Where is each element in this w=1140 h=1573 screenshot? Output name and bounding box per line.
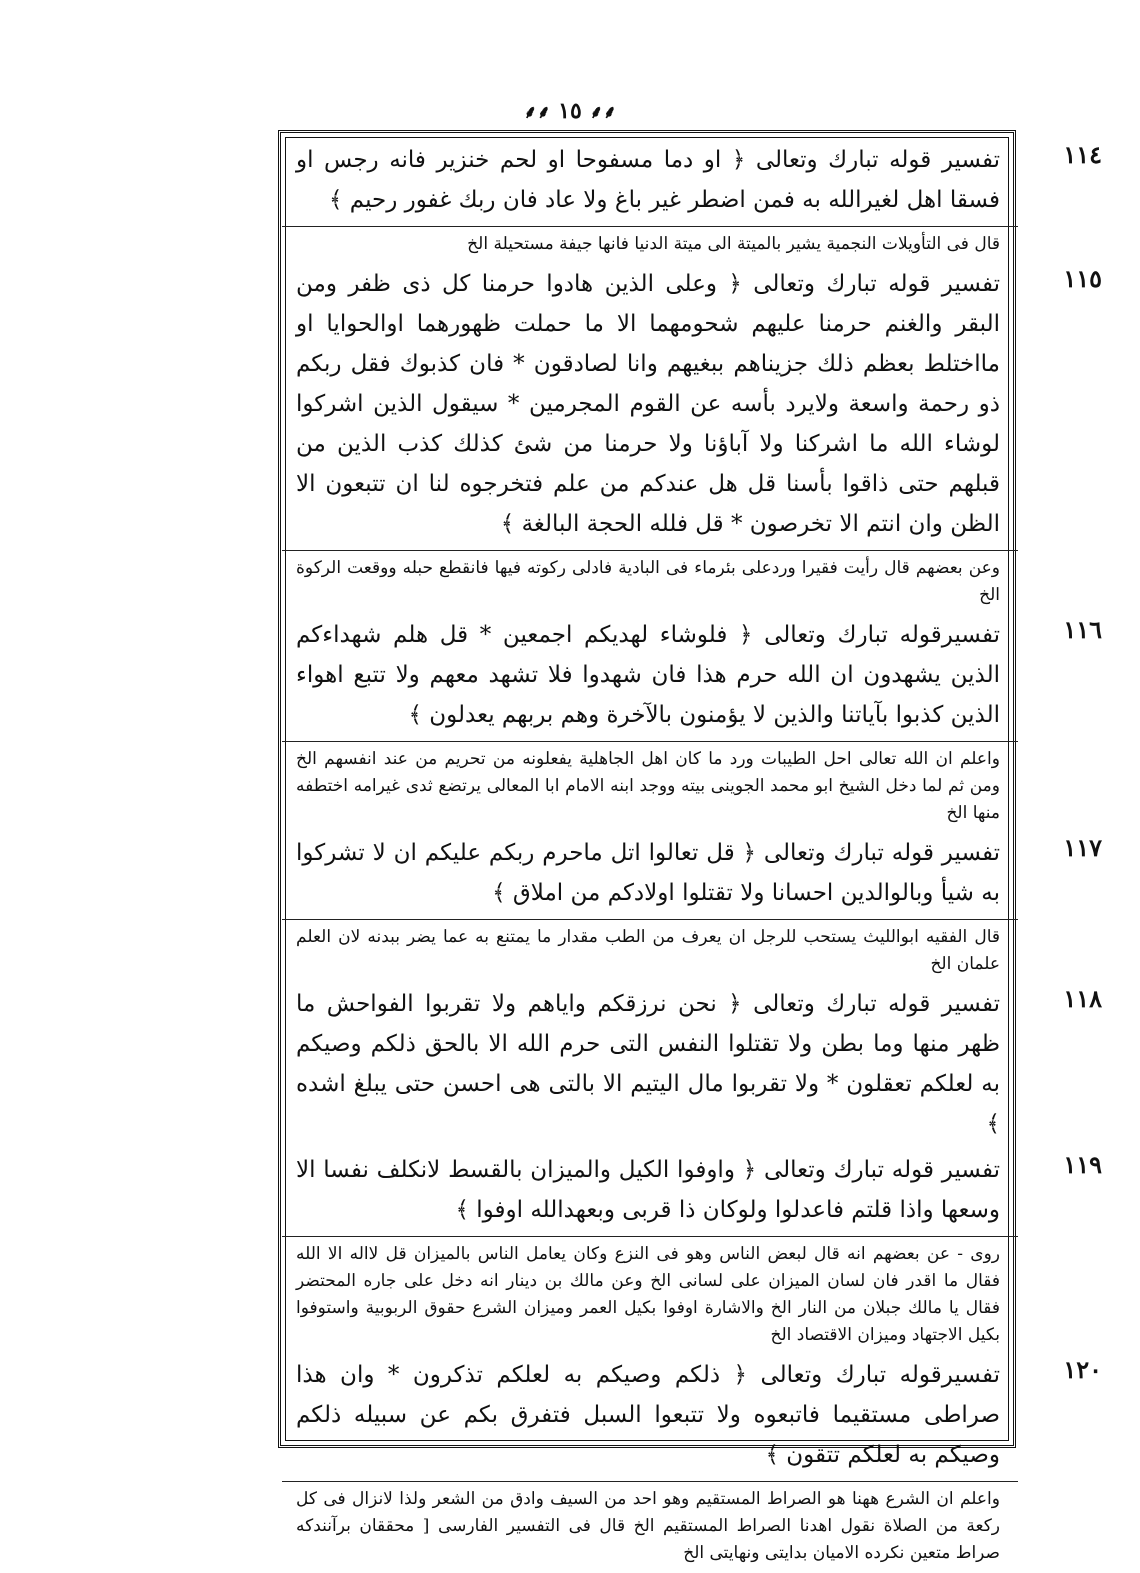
entry-number: ١١٤: [1063, 140, 1102, 169]
entry-number: ١١٥: [1063, 264, 1102, 293]
entry-117: [282, 833, 1102, 978]
entry-number: ١١٧: [1063, 833, 1102, 862]
commentary-text: قال فى التأويلات النجمية يشير بالميتة الى ميتة الدنيا فانها جيفة مستحيلة الخ: [282, 226, 1018, 258]
entry-119: [282, 1150, 1102, 1349]
entry-number: ١١٨: [1063, 984, 1102, 1013]
entry-118: [282, 984, 1102, 1144]
page-content: [282, 140, 1102, 1573]
commentary-text: قال الفقيه ابوالليث يستحب للرجل ان يعرف من الطب مقدار ما يمتنع به عما يضر ببدنه لان العلم علمان الخ: [282, 919, 1018, 978]
verse-text: تفسير قوله تبارك وتعالى ﴿ واوفوا الكيل والميزان بالقسط لانكلف نفسا الا وسعها واذا قلتم فاعدلوا ولوكان ذا قربى وبعهدالله اوفوا ﴾: [296, 1157, 1000, 1223]
commentary-text: روى - عن بعضهم انه قال لبعض الناس وهو فى النزع وكان يعامل الناس بالميزان قل لااله الا الله فقال ما اقدر فان لسان الميزان على لسانى الخ وعن مالك بن دينار انه دخل على جاره المحتضر فقال يا مالك جبلان من النار الخ والاشارة اوفوا بكيل العمر وميزان الشرع حقوق الربوبية واستوفوا بكيل الاجتهاد وميزان الاقتصاد الخ: [282, 1236, 1018, 1349]
commentary-text: وعن بعضهم قال رأيت فقيرا وردعلى بئرماء فى البادية فادلى ركوته فيها فانقطع حبله ووقعت الركوة الخ: [282, 550, 1018, 609]
verse-text: تفسير قوله تبارك وتعالى ﴿ قل تعالوا اتل ماحرم ربكم عليكم ان لا تشركوا به شيأ وبالوالدين احسانا ولا تقتلوا اولادكم من املاق ﴾: [296, 840, 1000, 906]
commentary-text: واعلم ان الله تعالى احل الطيبات ورد ما كان اهل الجاهلية يفعلونه من تحريم من عند انفسهم الخ ومن ثم لما دخل الشيخ ابو محمد الجوينى بيته ووجد ابنه الامام ابا المعالى يرتضع ثدى غيرامه اختطفه منها الخ: [282, 741, 1018, 827]
entry-number: ١٢٠: [1063, 1355, 1102, 1384]
entry-114: [282, 140, 1102, 258]
verse-text: تفسير قوله تبارك وتعالى ﴿ نحن نرزقكم واياهم ولا تقربوا الفواحش ما ظهر منها وما بطن ولا تقتلوا النفس التى حرم الله الا بالحق ذلكم وصيكم به لعلكم تعقلون * ولا تقربوا مال اليتيم الا بالتى هى احسن حتى يبلغ اشده ﴾: [296, 991, 1000, 1137]
entry-number: ١١٩: [1063, 1150, 1102, 1179]
entry-number: ١١٦: [1063, 615, 1102, 644]
entry-116: [282, 615, 1102, 827]
verse-text: تفسير قوله تبارك وتعالى ﴿ وعلى الذين هادوا حرمنا كل ذى ظفر ومن البقر والغنم حرمنا عليهم شحومهما الا ما حملت ظهورهما اوالحوايا او مااختلط بعظم ذلك جزيناهم ببغيهم وانا لصادقون * فان كذبوك فقل ربكم ذو رحمة واسعة ولايرد بأسه عن القوم المجرمين * سيقول الذين اشركوا لوشاء الله ما اشركنا ولا آباؤنا ولا حرمنا من شئ كذلك كذب الذين من قبلهم حتى ذاقوا بأسنا قل هل عندكم من علم فتخرجوه لنا ان تتبعون الا الظن وان انتم الا تخرصون * قل فلله الحجة البالغة ﴾: [296, 271, 1000, 537]
verse-text: تفسيرقوله تبارك وتعالى ﴿ ذلكم وصيكم به لعلكم تذكرون * وان هذا صراطى مستقيما فاتبعوه ولا تتبعوا السبل فتفرق بكم عن سبيله ذلكم وصيكم به لعلكم تتقون ﴾: [296, 1362, 1000, 1468]
page-number: ١٥: [558, 98, 582, 124]
verse-text: تفسيرقوله تبارك وتعالى ﴿ فلوشاء لهديكم اجمعين * قل هلم شهداءكم الذين يشهدون ان الله حرم هذا فان شهدوا فلا تشهد معهم ولا تتبع اهواء الذين كذبوا بآياتنا والذين لا يؤمنون بالآخرة وهم بربهم يعدلون ﴾: [296, 622, 1000, 728]
commentary-text: واعلم ان الشرع ههنا هو الصراط المستقيم وهو احد من السيف وادق من الشعر ولذا لانزال فى كل ركعة من الصلاة نقول اهدنا الصراط المستقيم الخ قال فى التفسير الفارسى [ محققان برآنندكه صراط متعين نكرده الاميان بدايتى ونهايتى الخ: [282, 1481, 1018, 1567]
entry-120: [282, 1355, 1102, 1567]
verse-text: تفسير قوله تبارك وتعالى ﴿ او دما مسفوحا او لحم خنزير فانه رجس او فسقا اهل لغيرالله به فمن اضطر غير باغ ولا عاد فان ربك غفور رحيم ﴾: [296, 147, 1000, 213]
ornament-left: ⸙⸙: [523, 102, 551, 123]
ornament-right: ⸙⸙: [589, 102, 617, 123]
page-header: [0, 98, 1140, 124]
entry-115: [282, 264, 1102, 609]
